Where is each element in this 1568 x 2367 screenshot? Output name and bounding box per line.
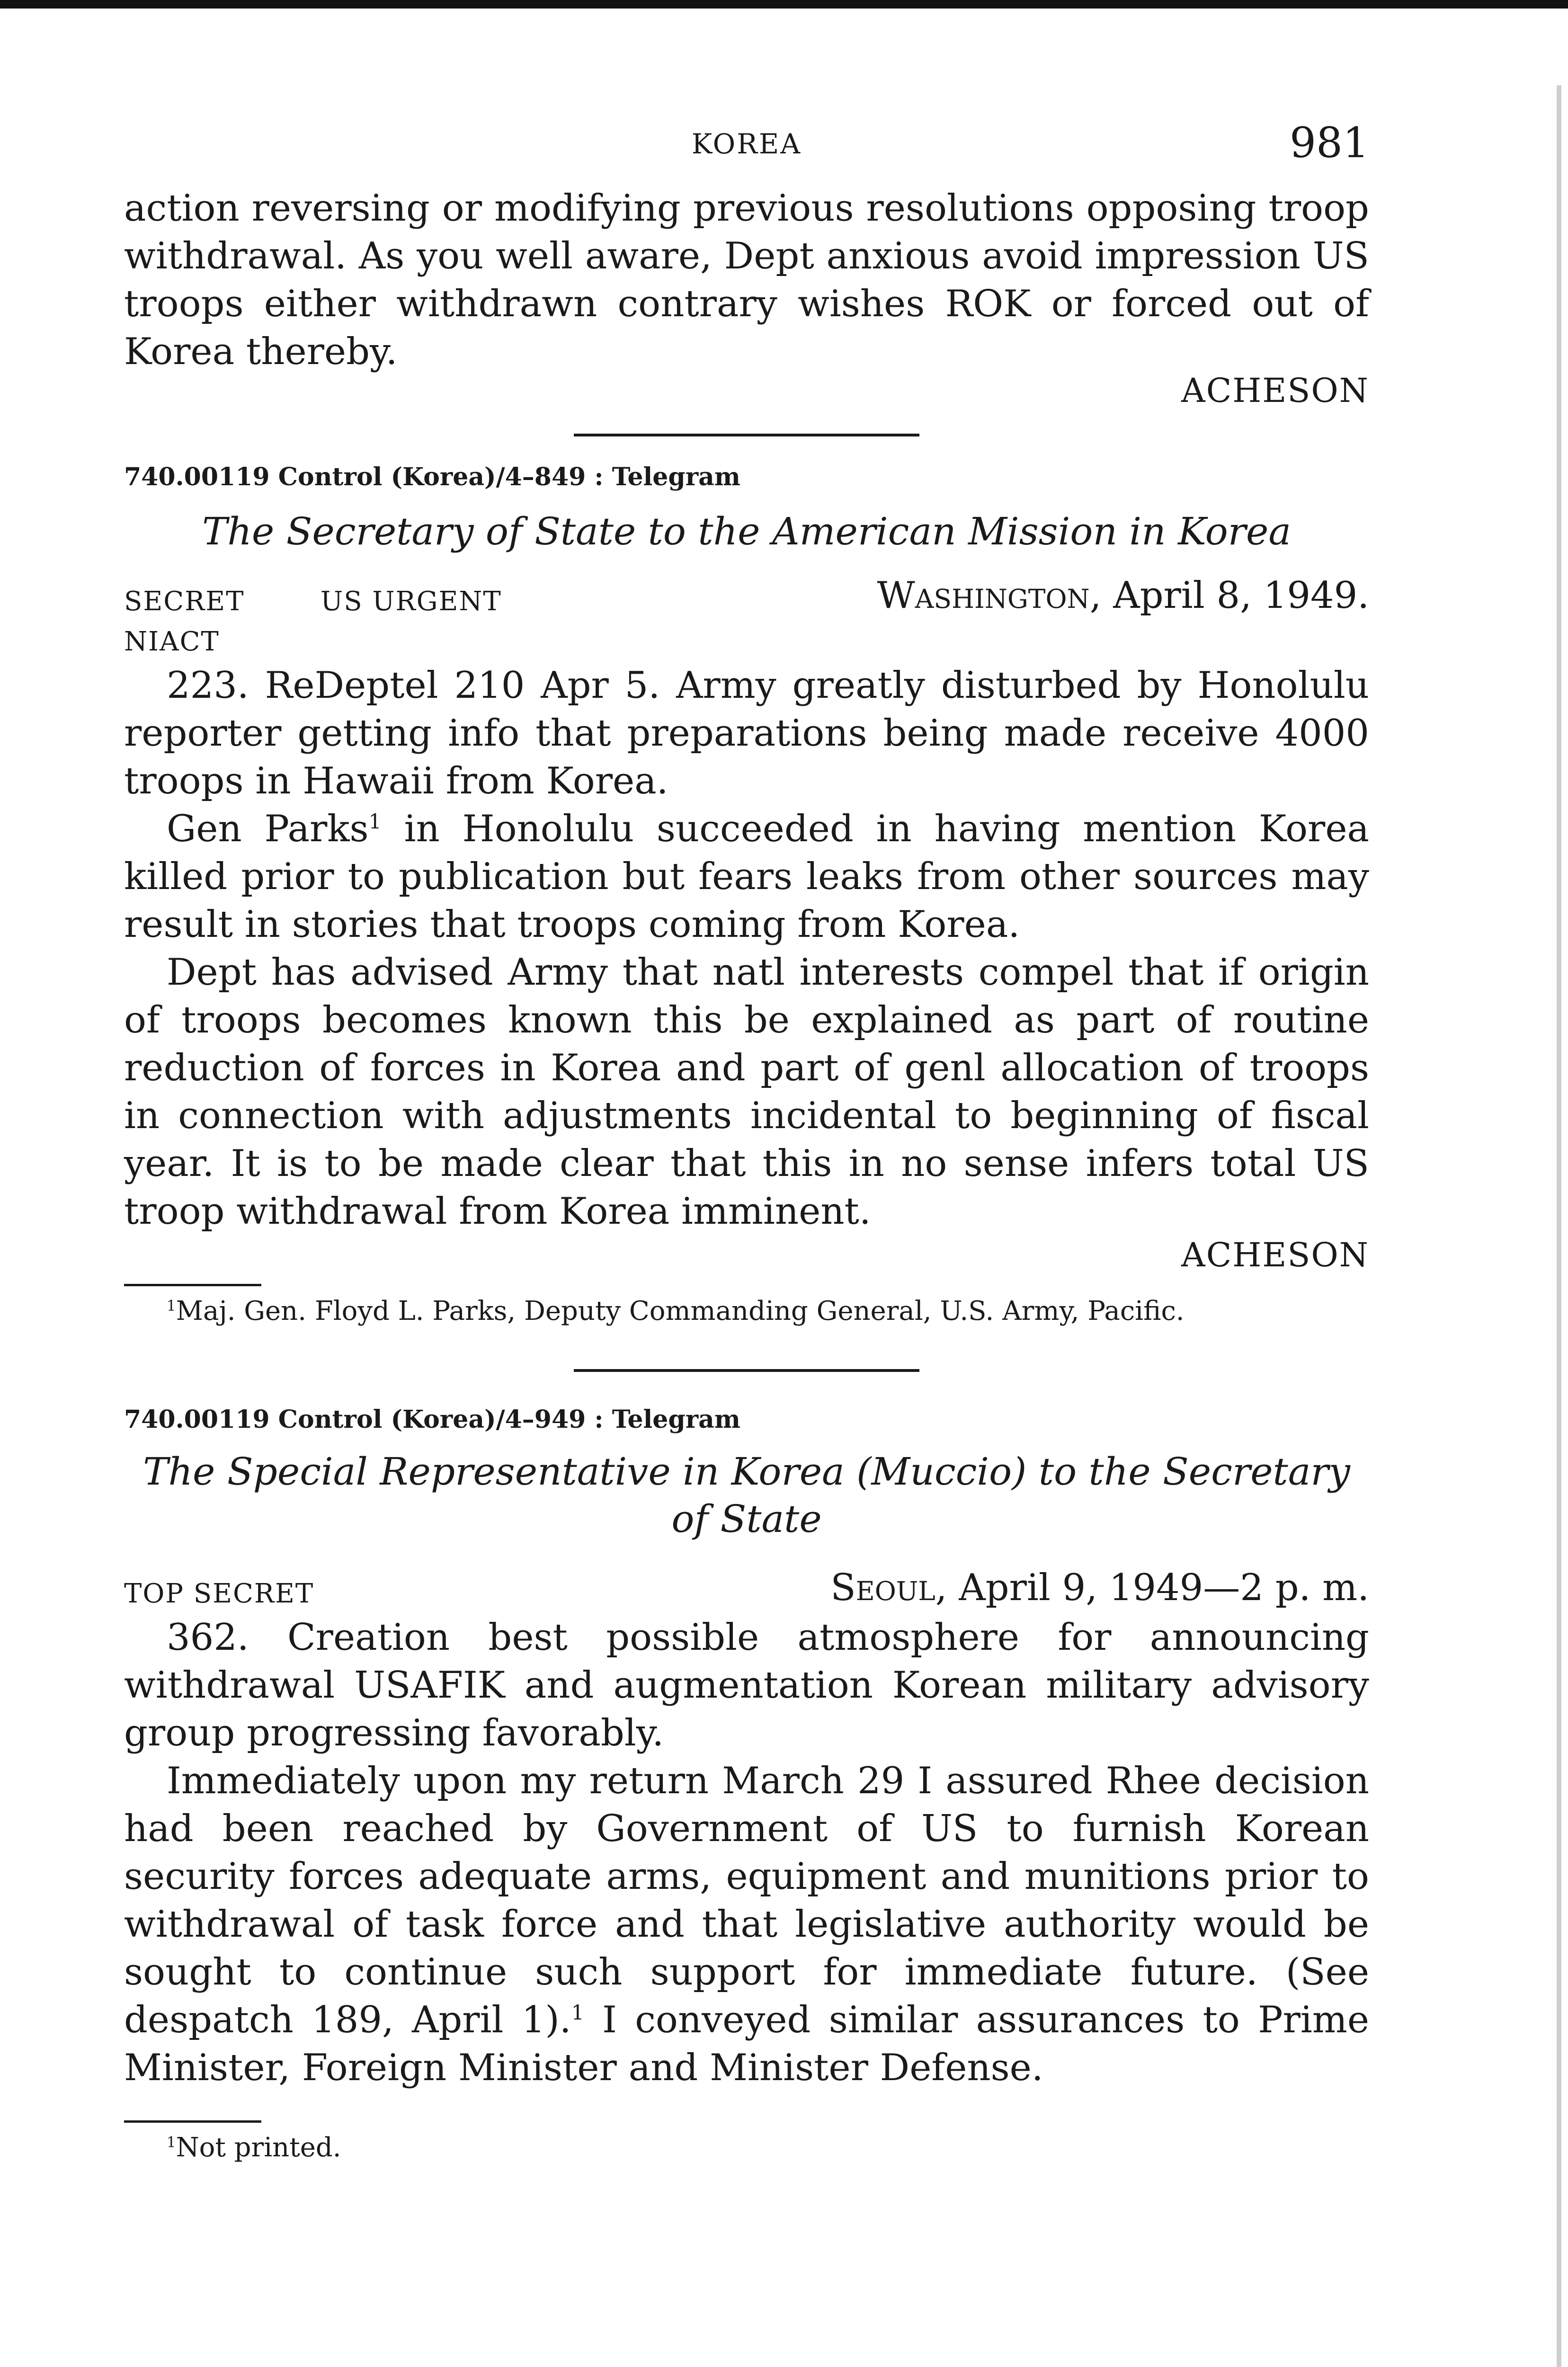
top-scan-border bbox=[0, 0, 1568, 9]
footnote-marker: 1 bbox=[167, 1297, 176, 1315]
classification-label: TOP SECRET bbox=[124, 1578, 314, 1609]
section-divider bbox=[574, 1369, 919, 1372]
dateline-date: , April 9, 1949—2 p. m. bbox=[935, 1566, 1369, 1609]
file-reference: 740.00119 Control (Korea)/4–949 : Telegram bbox=[124, 1405, 740, 1434]
footnote-rule bbox=[124, 1284, 261, 1286]
paragraph-text: Gen Parks bbox=[167, 808, 369, 850]
telegram-paragraph: Dept has advised Army that natl interests compel that if origin of troops becomes known this be explained as part of routine reduction of forces in Korea and part of genl allocation of troops in connection with adjustments incidental to beginning of fiscal year. It is to be made clear that this in no sense infers total US troop withdrawal from Korea imminent. bbox=[124, 951, 1369, 1233]
urgency-label: US URGENT bbox=[321, 586, 502, 617]
footnote-marker: 1 bbox=[571, 2001, 584, 2025]
document-page bbox=[124, 109, 1369, 2163]
paragraph-text: in Honolulu succeeded in having mention Korea killed prior to publication but fears leaks from other sources may result in stories that troops coming from Korea. bbox=[124, 808, 1369, 946]
footnote-marker: 1 bbox=[368, 810, 382, 834]
running-head bbox=[124, 109, 1369, 170]
classification-row bbox=[124, 1557, 1369, 1609]
dateline-date: , April 8, 1949. bbox=[1089, 574, 1369, 617]
dateline-place: Seoul bbox=[830, 1566, 935, 1609]
paragraph-text: I conveyed similar assurances to Prime Minister, Foreign Minister and Minister Defense. bbox=[124, 1999, 1369, 2089]
footnote-marker: 1 bbox=[167, 2134, 176, 2151]
continuation-paragraph: action reversing or modifying previous resolutions opposing troop withdrawal. As you well aware, Dept anxious avoid impression US troops either withdrawn contrary wishes ROK or forced out of Korea thereby. bbox=[124, 187, 1369, 373]
section-divider bbox=[574, 434, 919, 436]
title-line: The Special Representative in Korea (Muccio) to the Secretary bbox=[143, 1450, 1350, 1494]
footnote bbox=[124, 1296, 1369, 1326]
classification-label: SECRET bbox=[124, 586, 245, 617]
footnote-rule bbox=[124, 2120, 261, 2123]
page-number: 981 bbox=[1290, 118, 1369, 167]
telegram-paragraph: 223. ReDeptel 210 Apr 5. Army greatly disturbed by Honolulu reporter getting info that preparations being made receive 4000 troops in Hawaii from Korea. bbox=[124, 664, 1369, 802]
file-reference: 740.00119 Control (Korea)/4–849 : Telegram bbox=[124, 463, 740, 491]
telegram-paragraph bbox=[124, 1757, 1369, 2092]
telegram-paragraph bbox=[124, 805, 1369, 949]
title-line: of State bbox=[671, 1497, 822, 1541]
signature-acheson-2: ACHESON bbox=[1181, 1236, 1369, 1274]
paragraph-text: Immediately upon my return March 29 I assured Rhee decision had been reached by Government of US to furnish Korean security forces adequate arms, equipment and munitions prior to withdrawal of task force and that legislative authority would be sought to continue such support for immediate future. (See despatch 189, April 1). bbox=[124, 1760, 1369, 2041]
telegram-paragraph: 362. Creation best possible atmosphere for announcing withdrawal USAFIK and augmentation Korean military advisory group progressing favorably. bbox=[124, 1616, 1369, 1754]
channel-label: NIACT bbox=[124, 626, 220, 657]
dateline-place: Washington bbox=[877, 574, 1090, 617]
running-title: KOREA bbox=[691, 128, 802, 160]
signature-acheson-1: ACHESON bbox=[1181, 371, 1369, 410]
dateline bbox=[830, 1566, 1369, 1609]
document-title: The Secretary of State to the American Mission in Korea bbox=[202, 509, 1292, 553]
footnote-text: Maj. Gen. Floyd L. Parks, Deputy Commanding General, U.S. Army, Pacific. bbox=[176, 1296, 1185, 1326]
classification-row bbox=[124, 565, 1369, 617]
dateline bbox=[877, 574, 1369, 617]
footnote bbox=[124, 2132, 1369, 2163]
page-edge-shadow bbox=[1557, 85, 1561, 2367]
document-title bbox=[124, 1448, 1369, 1543]
footnote-text: Not printed. bbox=[176, 2132, 341, 2163]
